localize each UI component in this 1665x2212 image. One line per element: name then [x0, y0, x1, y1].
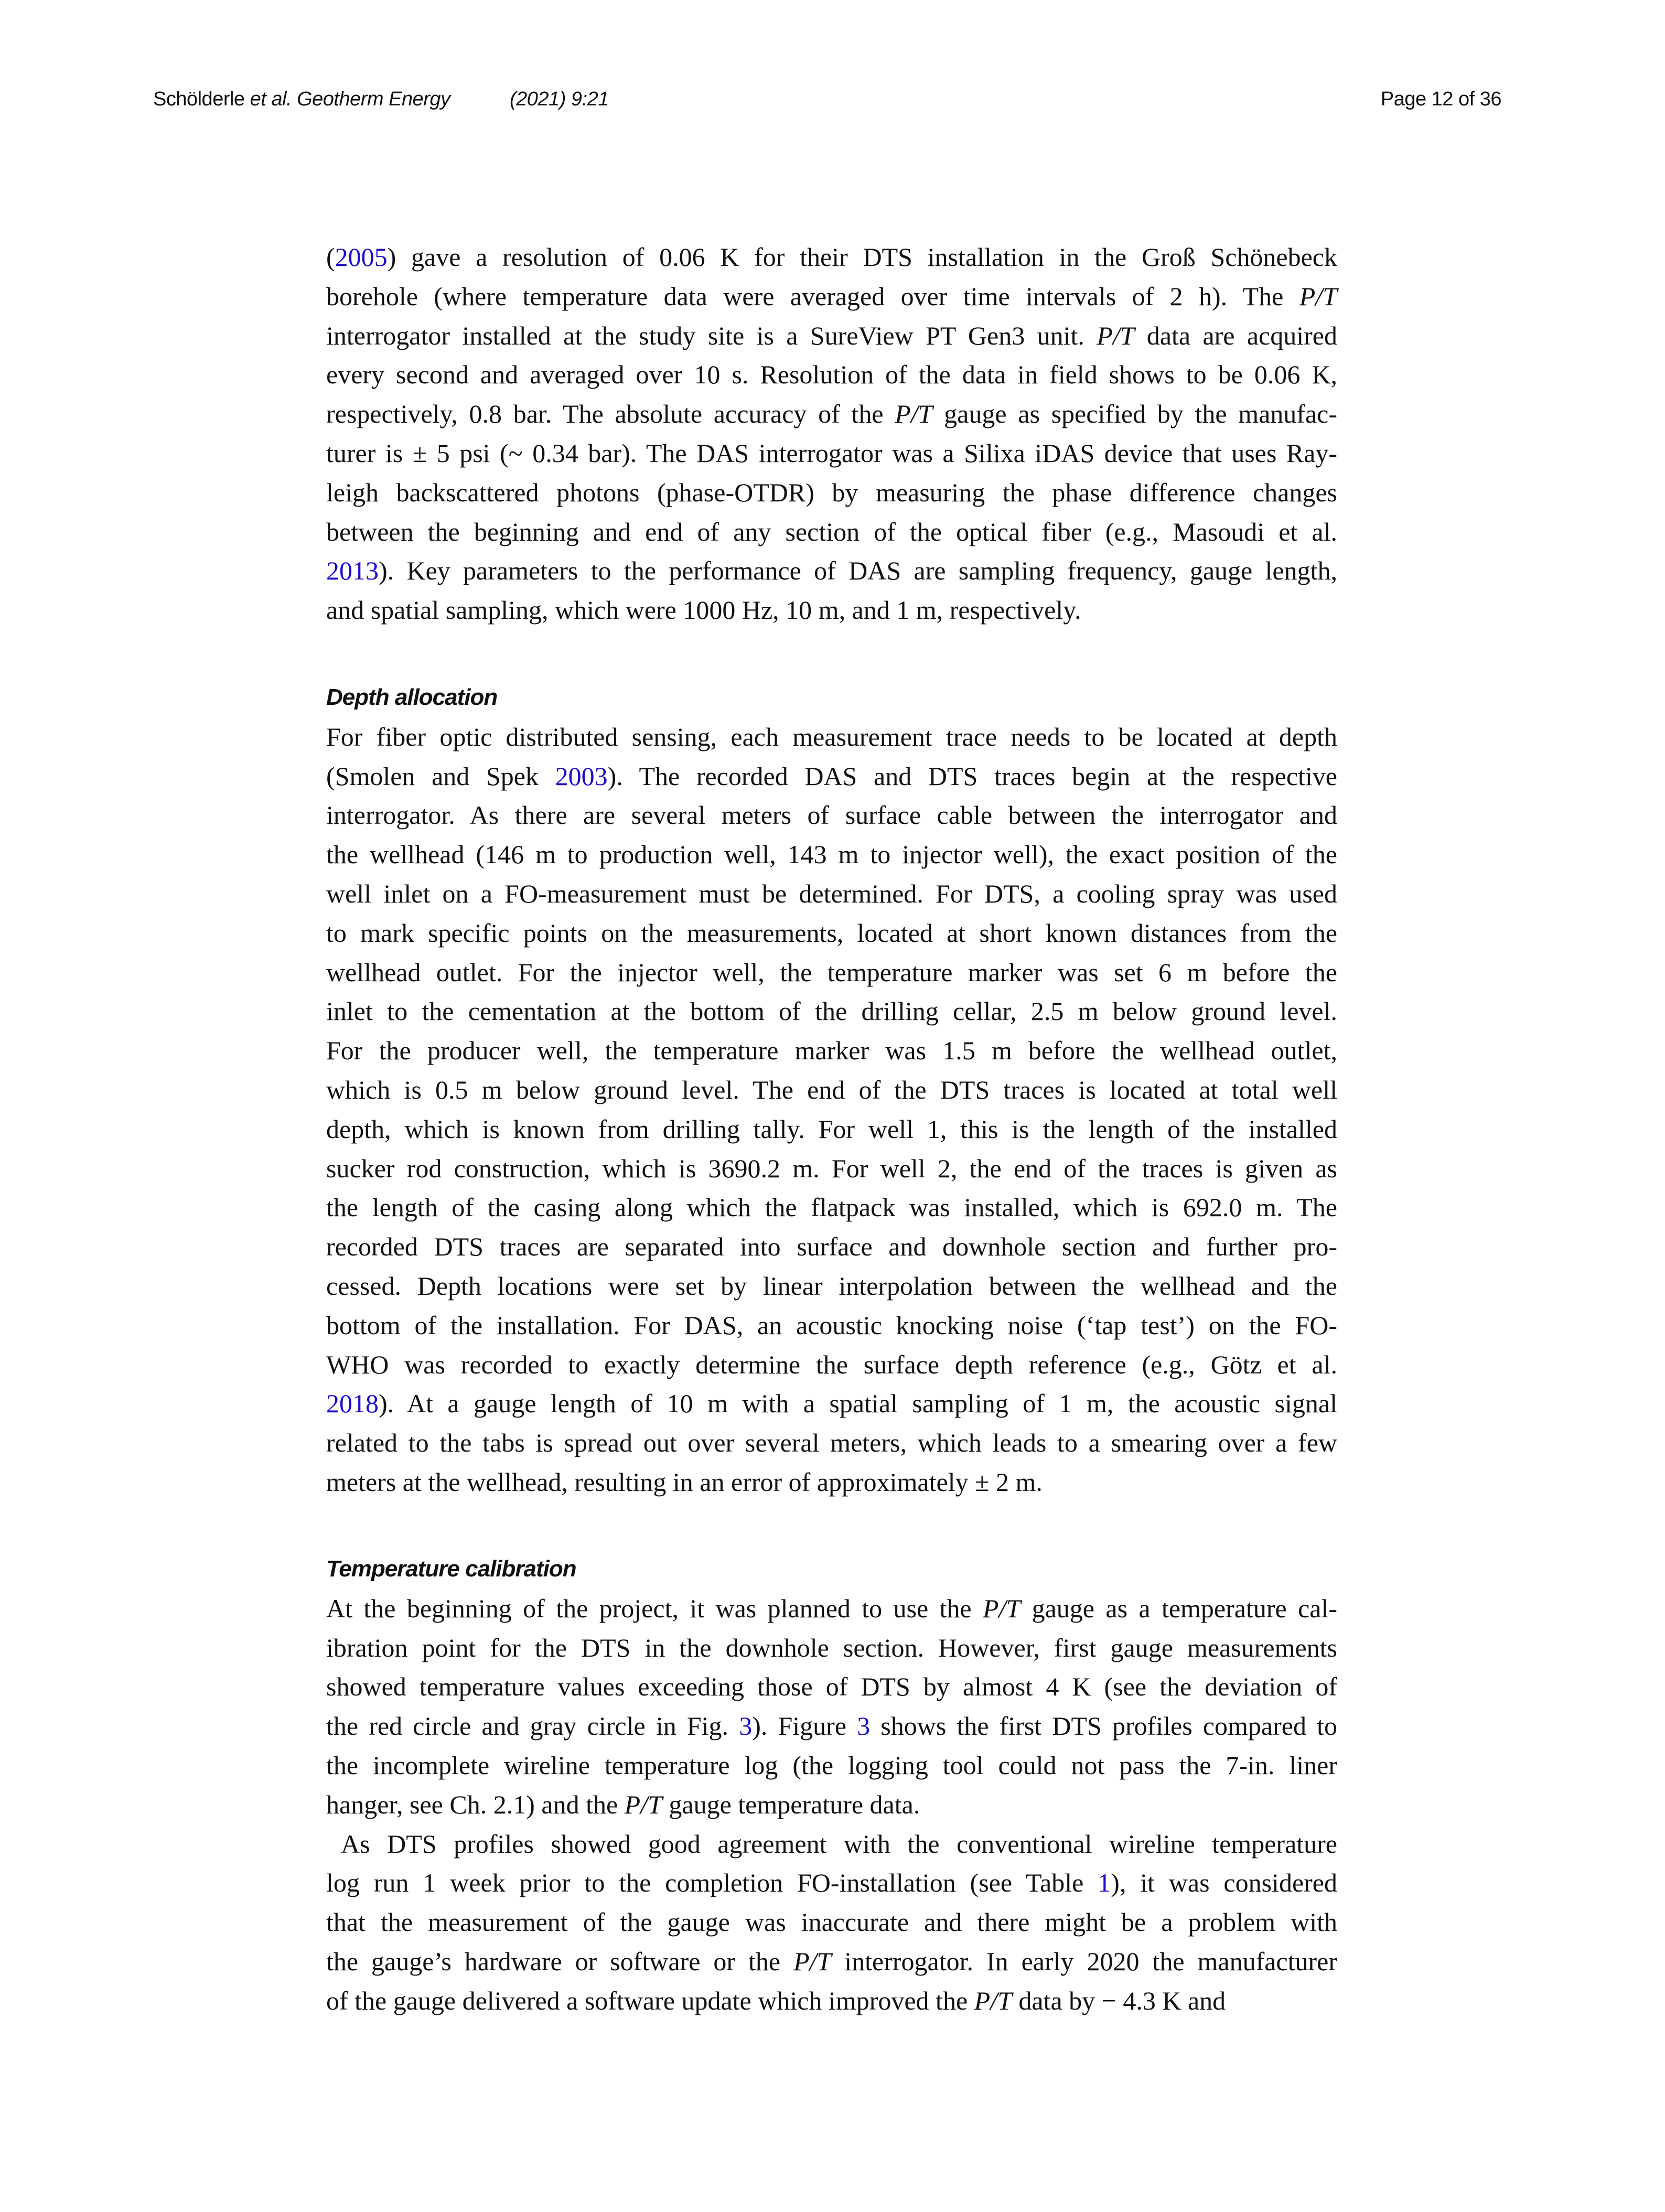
text-line: showed temperature values exceeding those of DTS by almost 4 K (see the deviation of [326, 1672, 1337, 1701]
citation-link[interactable]: 2013 [326, 556, 379, 585]
citation-link[interactable]: 3 [739, 1711, 753, 1741]
text-line: the red circle and gray circle in Fig. 3). Figure 3 shows the first DTS profiles compared to [326, 1711, 1337, 1741]
text-line: hanger, see Ch. 2.1) and the P/T gauge temperature data. [326, 1790, 920, 1819]
section-heading: Temperature calibration [326, 1556, 576, 1582]
text-line: sucker rod construction, which is 3690.2 m. For well 2, the end of the traces is given as [326, 1154, 1337, 1183]
text-line: At the beginning of the project, it was planned to use the P/T gauge as a temperature cal- [326, 1594, 1337, 1623]
running-head-citation [153, 88, 450, 111]
italic-term: P/T [624, 1790, 662, 1819]
text-line: For fiber optic distributed sensing, each measurement trace needs to be located at depth [326, 722, 1337, 751]
citation-link[interactable]: 3 [857, 1711, 871, 1741]
text-line: ibration point for the DTS in the downhole section. However, first gauge measurements [326, 1633, 1337, 1662]
text-line: wellhead outlet. For the injector well, the temperature marker was set 6 m before the [326, 958, 1337, 987]
text-line: log run 1 week prior to the completion FO-installation (see Table 1), it was considered [326, 1868, 1337, 1897]
text-line: the incomplete wireline temperature log (the logging tool could not pass the 7-in. liner [326, 1751, 1337, 1780]
italic-term: P/T [793, 1947, 832, 1976]
italic-term: P/T [895, 399, 933, 428]
text-line: to mark specific points on the measurements, located at short known distances from the [326, 918, 1337, 948]
citation-link[interactable]: 2003 [555, 761, 608, 791]
text-line: (2005) gave a resolution of 0.06 K for their DTS installation in the Groß Schönebeck [326, 242, 1337, 272]
italic-term: P/T [1299, 282, 1337, 311]
text-line: and spatial sampling, which were 1000 Hz, 10 m, and 1 m, respectively. [326, 595, 1081, 625]
section-heading: Depth allocation [326, 684, 498, 710]
italic-term: P/T [1097, 321, 1135, 350]
text-line: depth, which is known from drilling tally. For well 1, this is the length of the installed [326, 1114, 1337, 1144]
text-line: As DTS profiles showed good agreement with the conventional wireline temperature [341, 1829, 1337, 1859]
text-line: which is 0.5 m below ground level. The end of the DTS traces is located at total well [326, 1075, 1337, 1104]
text-line: For the producer well, the temperature marker was 1.5 m before the wellhead outlet, [326, 1036, 1337, 1065]
text-line: 2013). Key parameters to the performance of DAS are sampling frequency, gauge length, [326, 556, 1337, 585]
year-volume: (2021) 9:21 [510, 88, 609, 110]
text-line: that the measurement of the gauge was inaccurate and there might be a problem with [326, 1907, 1337, 1937]
italic-term: P/T [974, 1986, 1012, 2015]
text-line: respectively, 0.8 bar. The absolute accuracy of the P/T gauge as specified by the manufac- [326, 399, 1337, 428]
text-line: turer is ± 5 psi (~ 0.34 bar). The DAS interrogator was a Silixa iDAS device that uses Ray- [326, 438, 1337, 468]
text-line: recorded DTS traces are separated into surface and downhole section and further pro- [326, 1232, 1337, 1261]
text-line: between the beginning and end of any section of the optical fiber (e.g., Masoudi et al. [326, 517, 1337, 546]
citation-link[interactable]: 2005 [335, 242, 388, 272]
text-line: well inlet on a FO-measurement must be determined. For DTS, a cooling spray was used [326, 879, 1337, 908]
text-line: leigh backscattered photons (phase-OTDR) by measuring the phase difference changes [326, 478, 1337, 507]
text-line: bottom of the installation. For DAS, an acoustic knocking noise (‘tap test’) on the FO- [326, 1311, 1337, 1340]
text-line: 2018). At a gauge length of 10 m with a spatial sampling of 1 m, the acoustic signal [326, 1389, 1337, 1418]
journal-name: et al. Geotherm Energy [250, 88, 450, 110]
text-line: meters at the wellhead, resulting in an error of approximately ± 2 m. [326, 1467, 1043, 1497]
text-line: the length of the casing along which the flatpack was installed, which is 692.0 m. The [326, 1193, 1337, 1222]
text-line: of the gauge delivered a software update which improved the P/T data by − 4.3 K and [326, 1986, 1226, 2015]
text-line: (Smolen and Spek 2003). The recorded DAS and DTS traces begin at the respective [326, 761, 1337, 791]
text-line: interrogator. As there are several meters of surface cable between the interrogator and [326, 800, 1337, 830]
text-line: inlet to the cementation at the bottom of the drilling cellar, 2.5 m below ground level. [326, 996, 1337, 1026]
page-number: Page 12 of 36 [1380, 88, 1501, 110]
citation-link[interactable]: 2018 [326, 1389, 379, 1418]
text-line: borehole (where temperature data were averaged over time intervals of 2 h). The P/T [326, 282, 1337, 311]
text-line: related to the tabs is spread out over several meters, which leads to a smearing over a few [326, 1428, 1337, 1457]
text-line: the wellhead (146 m to production well, 143 m to injector well), the exact position of the [326, 840, 1337, 869]
italic-term: P/T [983, 1594, 1021, 1623]
text-line: every second and averaged over 10 s. Resolution of the data in field shows to be 0.06 K, [326, 360, 1337, 389]
author-names: Schölderle [153, 88, 245, 110]
text-line: the gauge’s hardware or software or the P/T interrogator. In early 2020 the manufacturer [326, 1947, 1337, 1976]
text-line: WHO was recorded to exactly determine the surface depth reference (e.g., Götz et al. [326, 1350, 1337, 1379]
text-line: interrogator installed at the study site is a SureView PT Gen3 unit. P/T data are acquired [326, 321, 1337, 350]
text-line: cessed. Depth locations were set by linear interpolation between the wellhead and the [326, 1271, 1337, 1301]
citation-link[interactable]: 1 [1098, 1868, 1111, 1897]
